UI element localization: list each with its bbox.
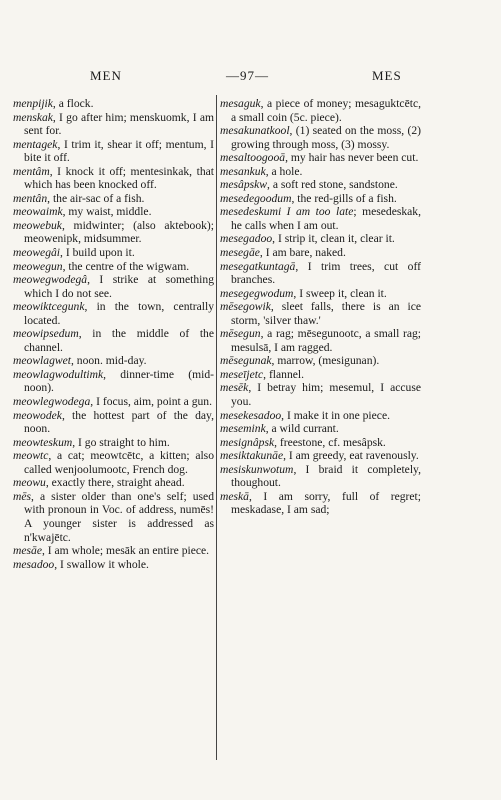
dictionary-entry: meseījetc, flannel.: [220, 367, 305, 381]
dictionary-entry: mesakunatkool, (1) seated on the moss, (2) growing through moss, (3) mossy.: [220, 124, 421, 151]
dictionary-entry: mēs, a sister older than one's self; used with pronoun in Voc. of address, numēs! A younger sister is addressed as n'kwajētc.: [13, 489, 214, 544]
headword: meseījetc: [220, 367, 264, 381]
dictionary-entry: meowu, exactly there, straight ahead.: [13, 476, 185, 490]
headword: meskā: [220, 489, 249, 503]
headword: mesegatkuntagā: [220, 259, 296, 273]
headword: mesegāe: [220, 246, 260, 260]
dictionary-entry: mesadoo, I swallow it whole.: [13, 557, 149, 571]
column-divider: [216, 95, 217, 760]
headword: meowlagwet: [13, 354, 71, 368]
dictionary-entry: mentâm, I knock it off; mentesinkak, that which has been knocked off.: [13, 164, 214, 192]
dictionary-entry: mesiktakunāe, I am greedy, eat ravenously.: [220, 449, 419, 463]
headword: mesedeskumi I am too late: [220, 205, 354, 219]
dictionary-entry: mesâpskw, a soft red stone, sandstone.: [220, 178, 398, 192]
headword: mēs: [13, 489, 32, 503]
header-right-guideword: MES: [372, 68, 402, 83]
headword: mēsegunak: [220, 354, 272, 368]
dictionary-entry: mentagek, I trim it, shear it off; mentum, I bite it off.: [13, 137, 214, 165]
headword: mesaltoogooā: [220, 151, 286, 165]
dictionary-entry: mesēk, I betray him; mesemul, I accuse you.: [220, 381, 421, 409]
headword: meowegun: [13, 259, 63, 273]
headword: mesemink: [220, 422, 266, 436]
headword: meowlegwodega: [13, 395, 91, 409]
headword: meowiktcegunk: [13, 300, 85, 314]
headword: mēsegowik: [220, 300, 271, 314]
dictionary-entry: mesedeskumi I am too late; mesedeskak, he calls when I am out.: [220, 205, 421, 232]
page-number: —97—: [226, 68, 269, 83]
headword: mesiskunwotum: [220, 462, 294, 476]
headword: meowipsedum: [13, 327, 79, 341]
left-column: [13, 97, 214, 571]
headword: meowodek: [13, 408, 62, 422]
dictionary-entry: meowlegwodega, I focus, aim, point a gun.: [13, 395, 212, 409]
dictionary-entry: meowiktcegunk, in the town, centrally located.: [13, 300, 214, 327]
dictionary-entry: mesekesadoo, I make it in one piece.: [220, 408, 390, 422]
headword: menskak: [13, 110, 53, 124]
dictionary-entry: menskak, I go after him; menskuomk, I am sent for.: [13, 110, 214, 138]
headword: mesēk: [220, 381, 249, 395]
headword: mesegegwodum: [220, 286, 294, 300]
dictionary-entry: mesankuk, a hole.: [220, 164, 303, 178]
dictionary-entry: meowlagwet, noon. mid-day.: [13, 354, 147, 368]
dictionary-entry: mesiskunwotum, I braid it completely, thoughout.: [220, 462, 421, 490]
page-header: [0, 68, 501, 88]
headword: meowu: [13, 476, 46, 490]
dictionary-entry: meowlagwodultimk, dinner-time (mid-noon).: [13, 367, 214, 395]
headword: mentâm: [13, 164, 50, 178]
headword: mesignâpsk: [220, 435, 275, 449]
dictionary-entry: menpijik, a flock.: [13, 97, 94, 110]
headword: meowegwodegâ: [13, 273, 88, 287]
dictionary-entry: meowegâi, I build upon it.: [13, 246, 135, 260]
headword: meowtc: [13, 449, 49, 463]
header-left-guideword: MEN: [90, 68, 122, 83]
headword: mesiktakunāe: [220, 449, 284, 463]
dictionary-entry: mesemink, a wild currant.: [220, 422, 339, 436]
right-column: [220, 97, 421, 517]
headword: mesedegoodum: [220, 191, 292, 205]
dictionary-entry: meowipsedum, in the middle of the channel.: [13, 327, 214, 354]
headword: meowteskum: [13, 435, 73, 449]
dictionary-entry: mēsegun, a rag; mēsegunootc, a small rag; mesulsā, I am ragged.: [220, 327, 421, 354]
dictionary-entry: mēsegunak, marrow, (mesigunan).: [220, 354, 380, 368]
dictionary-entry: meowteskum, I go straight to him.: [13, 435, 170, 449]
dictionary-entry: mesegāe, I am bare, naked.: [220, 246, 346, 260]
headword: meowaimk: [13, 205, 63, 219]
headword: mesadoo: [13, 557, 55, 571]
dictionary-entry: meowegun, the centre of the wigwam.: [13, 259, 190, 273]
headword: mesankuk: [220, 164, 266, 178]
headword: mesaguk: [220, 97, 261, 110]
dictionary-entry: meowtc, a cat; meowtcētc, a kitten; also called wenjoolumootc, French dog.: [13, 449, 214, 476]
dictionary-entry: meskā, I am sorry, full of regret; meskadase, I am sad;: [220, 489, 421, 517]
headword: meowlagwodultimk: [13, 367, 104, 381]
dictionary-entry: meowodek, the hottest part of the day, noon.: [13, 408, 214, 436]
dictionary-entry: mēsegowik, sleet falls, there is an ice storm, 'silver thaw.': [220, 300, 421, 327]
dictionary-entry: mesegatkuntagā, I trim trees, cut off branches.: [220, 259, 421, 287]
headword: mentân: [13, 191, 48, 205]
dictionary-entry: mesegegwodum, I sweep it, clean it.: [220, 286, 387, 300]
headword: mesakunatkool: [220, 124, 290, 138]
dictionary-entry: meowegwodegâ, I strike at something which I do not see.: [13, 273, 214, 300]
dictionary-entry: meowaimk, my waist, middle.: [13, 205, 152, 219]
headword: mēsegun: [220, 327, 261, 341]
dictionary-entry: mesāe, I am whole; mesāk an entire piece.: [13, 544, 210, 558]
headword: menpijik: [13, 97, 53, 110]
dictionary-entry: mesedegoodum, the red-gills of a fish.: [220, 191, 397, 205]
headword: mentagek: [13, 137, 58, 151]
dictionary-entry: mesaguk, a piece of money; mesaguktcētc, a small coin (5c. piece).: [220, 97, 421, 124]
headword: mesâpskw: [220, 178, 268, 192]
dictionary-entry: mesignâpsk, freestone, cf. mesâpsk.: [220, 435, 386, 449]
dictionary-entry: mesegadoo, I strip it, clean it, clear it.: [220, 232, 395, 246]
headword: mesāe: [13, 544, 42, 558]
headword: mesekesadoo: [220, 408, 282, 422]
headword: meowegâi: [13, 246, 61, 260]
dictionary-entry: meowebuk, midwinter; (also aktebook); meowenipk, midsummer.: [13, 218, 214, 246]
dictionary-entry: mesaltoogooā, my hair has never been cut.: [220, 151, 419, 165]
dictionary-entry: mentân, the air-sac of a fish.: [13, 191, 145, 205]
headword: meowebuk: [13, 218, 62, 232]
headword: mesegadoo: [220, 232, 273, 246]
